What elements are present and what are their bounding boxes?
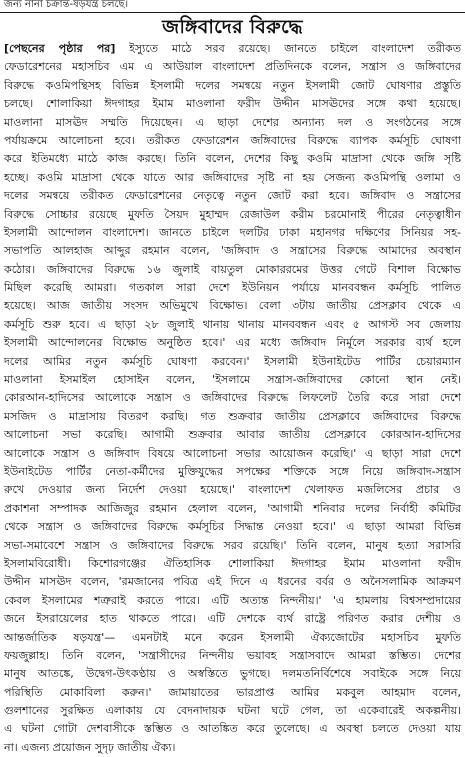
article-line: ইসলামবিরোধী। কিশোরগঞ্জের ঐতিহাসিক শোলাকিয়া ঈদগাহর ইমাম মাওলানা ফরীদ bbox=[4, 556, 461, 570]
article-line: পর্যায়ক্রমে আলোচনা হবে। তরীকত ফেডারেশন জঙ্গিবাদের বিরুদ্ধে ব্যাপক কর্মসূচি ঘোষণা bbox=[4, 133, 461, 147]
article-line: এ ঘটনা গোটা দেশবাসীকে স্তম্ভিত ও আতঙ্কিত করে তুলেছে। এ অবস্থা চলতে দেওয়া যায় bbox=[4, 722, 461, 736]
article-line: সভাপতি আলহাজ আব্দুর রহমান বলেন, 'জঙ্গিবাদ ও সন্ত্রাসের বিরুদ্ধে আমাদের অবস্থান bbox=[4, 244, 461, 258]
article-line: পরিস্থিতি মোকাবিলা করুন।' জামায়াতের ভারপ্রাপ্ত আমির মকবুল আহমাদ বলেন, bbox=[4, 685, 461, 699]
article-line: মানুষ আতঙ্কে, উদ্বেগ-উৎকণ্ঠায় ও অস্বস্তিতে ভুগছে। দলমতনির্বিশেষে সবাইকে সঙ্গে নিয়ে bbox=[4, 667, 461, 681]
article-line: ফয়জুল্লাহ। তিনি বলেন, 'সন্ত্রাসীদের নিন্দনীয় ভয়াবহ সন্ত্রাসবাদে আমরা স্তম্ভিত। দেশের bbox=[4, 648, 461, 662]
continuation-kicker: [পেছনের পৃষ্ঠার পর] bbox=[4, 42, 116, 55]
article-line: দলের সমন্বয়ে তরীকত ফেডারেশনের নেতৃত্বে নতুন জোট করা হবে। জঙ্গিবাদ ও সন্ত্রাসের bbox=[4, 189, 461, 203]
article-line bbox=[4, 40, 461, 58]
article-line: দলের আমির নতুন কর্মসূচি ঘোষণা করবেন।' ইসলামী ইউনাইটেড পার্টির চেয়ারম্যান bbox=[4, 354, 461, 368]
article-line: থেকে সন্ত্রাস ও জঙ্গিবাদের বিরুদ্ধে কর্মসূচির সিদ্ধান্ত নেওয়া হবে।' এ ছাড়া আমরা বিভিন্ন bbox=[4, 520, 461, 534]
article-line: হয়েছে। আজ জাতীয় সংসদ অভিমুখে বিক্ষোভ। বেলা ৩টায় জাতীয় প্রেসক্লাব থেকে এ bbox=[4, 299, 461, 313]
article-line: কর্মসূচি শুরু হবে। এ ছাড়া ২৮ জুলাই থানায় থানায় মানববন্ধন এবং ৫ আগস্ট সব জেলায় bbox=[4, 317, 461, 331]
article-line: করে ইতিমধ্যে মাঠে কাজ করছে। তিনি বলেন, দেশের কিছু কওমি মাদ্রাসা থেকে জঙ্গি সৃষ্টি bbox=[4, 152, 461, 166]
previous-article-fragment: জন্য নানা চক্রান্ত-ষড়যন্ত্র চলছে। bbox=[4, 0, 129, 10]
article-line: প্রকাশনা সম্পাদক আজিজুর রহমান হেলাল বলেন, 'আগামী শনিবার দলের নির্বাহী কমিটির bbox=[4, 501, 461, 515]
article-line: ইসলামী আন্দোলনের বিক্ষোভ অনুষ্ঠিত হবে।' এর মধ্যে জঙ্গিবাদ নির্মূলে সরকার ব্যর্থ হলে bbox=[4, 336, 461, 350]
article-line: রুখে দেওয়ার জন্য নির্দেশ দেওয়া হয়েছে।' বাংলাদেশ খেলাফত মজলিসের প্রচার ও bbox=[4, 483, 461, 497]
article-line: ফেডারেশনের মহাসচিব এম এ আউয়াল বাংলাদেশ প্রতিদিনকে বলেন, সন্ত্রাস ও জঙ্গিবাদের bbox=[4, 60, 461, 74]
headline: জঙ্গিবাদের বিরুদ্ধে bbox=[162, 16, 303, 38]
article-line: মসজিদ ও মাদ্রাসায় বিতরণ করছি। গত শুক্রবার জাতীয় প্রেসক্লাবে জঙ্গিবাদের বিরুদ্ধে bbox=[4, 409, 461, 423]
article-line: হচ্ছে। কওমি মাদ্রাসা থেকে যাতে আর জঙ্গিবাদের সৃষ্টি না হয় সেজন্য কওমিপন্থি ওলামা ও bbox=[4, 170, 461, 184]
article-line: কেবল ইসলামের শত্রুরাই করতে পারে। এটি অত্যন্ত নিন্দনীয়।' 'এ হামলায় বিশ্বসম্প্রদায়ের bbox=[4, 593, 461, 607]
article-line: উদ্দীন মাসঊদ বলেন, 'রমজানের পবিত্র এই দিনে এ ধরনের বর্বর ও অনৈসলামিক আক্রমণ bbox=[4, 575, 461, 589]
article-line: মাওলানা মাসঊদ সম্মতি দিয়েছেন। এ ছাড়া দেশের অন্যান্য দল ও সংগঠনের সঙ্গে bbox=[4, 115, 461, 129]
article-line: সভা-সমাবেশে সন্ত্রাস ও জঙ্গিবাদের বিরুদ্ধে সরব রয়েছি।' তিনি বলেন, মানুষ হত্যা সরাসরি bbox=[4, 538, 461, 552]
article-line: বিরুদ্ধে কওমিপন্থিসহ বিভিন্ন ইসলামী দলের সমন্বয়ে নতুন ইসলামী জোট ঘোষণার প্রস্তুতি bbox=[4, 78, 461, 92]
article-line: জনে ইসরায়েলের হাত থাকতে পারে। এটি দেশকে ব্যর্থ রাষ্ট্রে পরিণত করার দেশীয় ও bbox=[4, 612, 461, 626]
article-line: চলছে। শোলাকিয়া ঈদগাহর ইমাম মাওলানা ফরীদ উদ্দীন মাসঊদের সঙ্গে কথা হয়েছে। bbox=[4, 97, 461, 111]
article-line: বিরুদ্ধে সোচ্চার রয়েছে মুফতি সৈয়দ মুহাম্মদ রেজাউল করীম চরমোনাই পীরের নেতৃত্বাধীন bbox=[4, 207, 461, 221]
article-line: মাওলানা ইসমাইল হোসাইন বলেন, 'ইসলামে সন্ত্রাস-জঙ্গিবাদের কোনো স্থান নেই। bbox=[4, 373, 461, 387]
article-line: আলোকে সন্ত্রাস ও জঙ্গিবাদ বিষয়ে আলোচনা সভার আয়োজন করেছি।' এ ছাড়া সারা দেশে bbox=[4, 446, 461, 460]
article-line: ইসলামী আন্দোলন বাংলাদেশ। জানতে চাইলে দলটির ঢাকা মহানগর দক্ষিণের সিনিয়র সহ- bbox=[4, 225, 461, 239]
article-line: কঠোর। জঙ্গিবাদের বিরুদ্ধে ১৬ জুলাই বায়তুল মোকাররমের উত্তর গেটে বিশাল বিক্ষোভ bbox=[4, 262, 461, 276]
article-line: ইউনাইটেড পার্টির নেতা-কর্মীদের মুক্তিযুদ্ধের সপক্ষের শক্তিকে সঙ্গে নিয়ে জঙ্গিবাদ-সন্ত্রাস bbox=[4, 464, 461, 478]
line-text: ইস্যুতে মাঠে সরব রয়েছে। জানতে চাইলে বাংলাদেশ তরীকত bbox=[115, 42, 461, 55]
article-line: আলোচনা সভা করেছি। আগামী শুক্রবার আবার জাতীয় প্রেসক্লাবে কোরআন-হাদিসের bbox=[4, 428, 461, 442]
article-line: গুলশানের সুরক্ষিত এলাকায় যে বেদনাদায়ক ঘটনা ঘটে গেল, তা একেবারেই অকল্পনীয়। bbox=[4, 704, 461, 718]
article-body bbox=[4, 40, 461, 754]
article-line: মিছিল করেছি আমরা। গতকাল সারা দেশে ইউনিয়ন পর্যায়ে মানববন্ধন কর্মসূচি পালিত bbox=[4, 281, 461, 295]
article-line: কোরআন-হাদিসের আলোকে সন্ত্রাস ও জঙ্গিবাদের বিরুদ্ধে লিফলেট তৈরি করে সারা দেশে bbox=[4, 391, 461, 405]
article-line: না। এজন্য প্রয়োজন সুদৃঢ় জাতীয় ঐক্য। bbox=[4, 740, 176, 754]
headline-block bbox=[0, 12, 465, 40]
article-line: আন্তর্জাতিক ষড়যন্ত্র'— এমনটাই মনে করেন ইসলামী ঐক্যজোটের মহাসচিব মুফতি bbox=[4, 630, 461, 644]
